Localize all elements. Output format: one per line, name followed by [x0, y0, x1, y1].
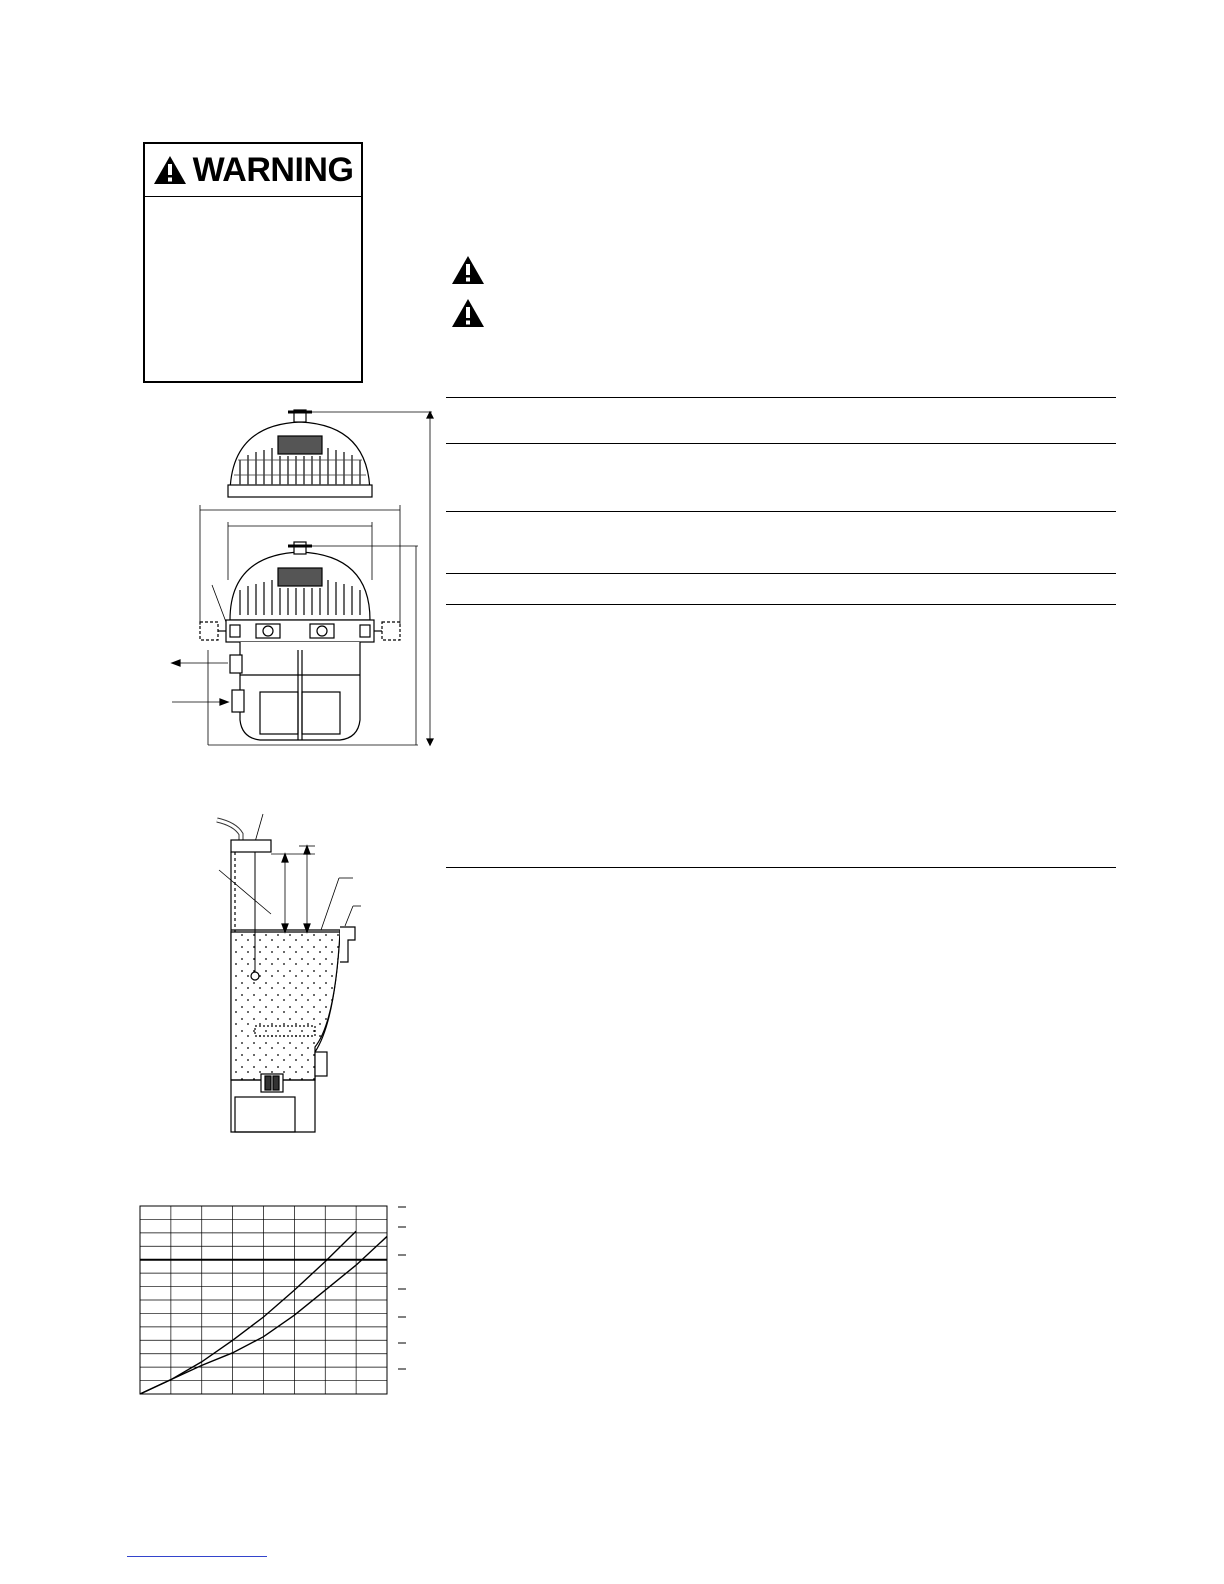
footer-link-underline: [127, 1556, 267, 1557]
warning-title: WARNING: [192, 150, 354, 189]
section-rule: [446, 443, 1116, 444]
alert-triangle-icon: [153, 155, 187, 185]
filter-dimension-diagram: [160, 400, 450, 760]
section-rule: [446, 867, 1116, 868]
warning-box: [143, 142, 363, 383]
alert-triangle-icon: [451, 255, 485, 285]
section-rule: [446, 511, 1116, 512]
section-rule: [446, 604, 1116, 605]
filter-cross-section-diagram: [215, 812, 375, 1137]
alert-triangle-icon: [451, 298, 485, 328]
warning-header: [145, 144, 361, 197]
section-rule: [446, 573, 1116, 574]
pressure-flow-chart: [139, 1205, 409, 1395]
chart-series-line: [140, 1231, 356, 1394]
section-rule: [446, 397, 1116, 398]
